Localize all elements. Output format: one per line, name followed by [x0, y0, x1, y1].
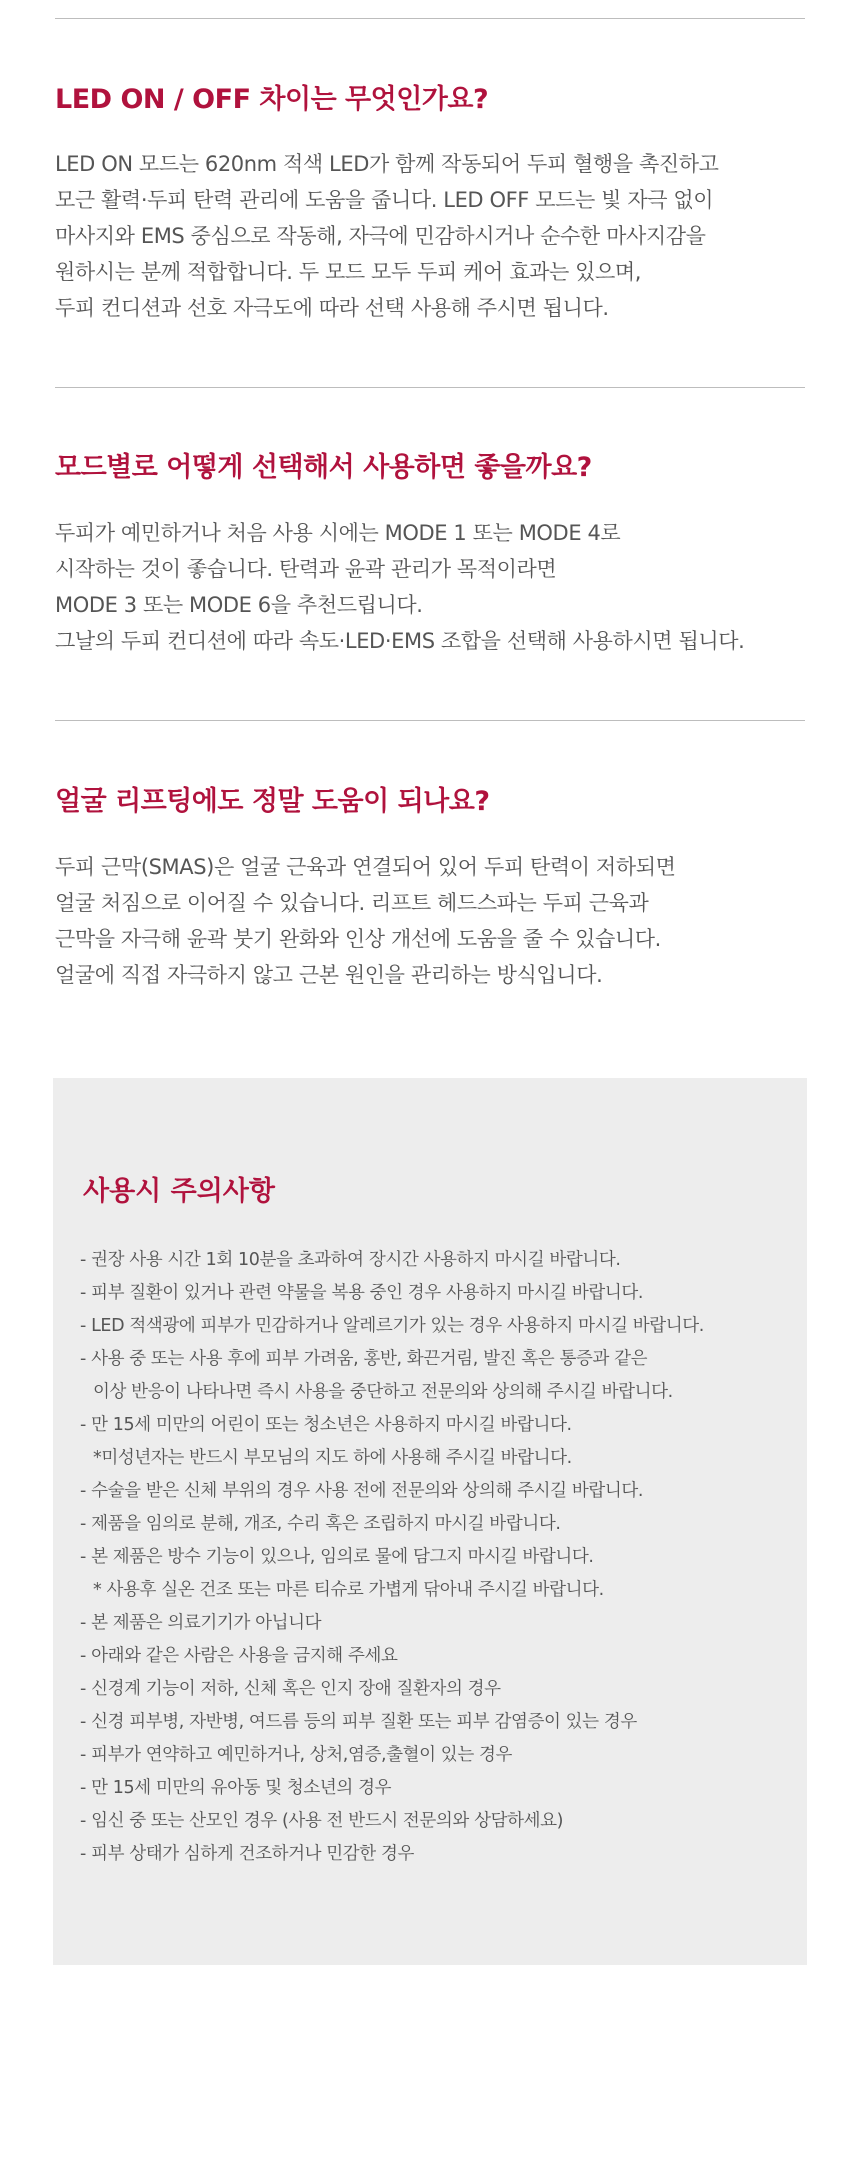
caution-item	[80, 1739, 800, 1772]
caution-item	[80, 1475, 800, 1508]
caution-list	[80, 1244, 800, 1871]
caution-item	[80, 1706, 800, 1739]
caution-item	[80, 1838, 800, 1871]
faq-answer-lifting	[55, 849, 825, 993]
caution-item	[80, 1508, 800, 1541]
caution-note: *미성년자는 반드시 부모님의 지도 하에 사용해 주시길 바랍니다.	[93, 1448, 572, 1468]
faq-answer-line: 두피가 예민하거나 처음 사용 시에는 MODE 1 또는 MODE 4로	[55, 521, 621, 545]
faq-answer-line: 모근 활력·두피 탄력 관리에 도움을 줍니다. LED OFF 모드는 빛 자극 없이	[55, 188, 714, 212]
caution-line: - 권장 사용 시간 1회 10분을 초과하여 장시간 사용하지 마시길 바랍니다.	[80, 1250, 621, 1270]
divider-faq-2	[55, 387, 805, 388]
faq-question-lifting: 얼굴 리프팅에도 정말 도움이 되나요?	[55, 786, 490, 817]
caution-line: - 아래와 같은 사람은 사용을 금지해 주세요	[80, 1646, 398, 1666]
caution-item	[80, 1541, 800, 1607]
faq-answer-led	[55, 146, 825, 326]
faq-answer-mode	[55, 515, 825, 659]
caution-title: 사용시 주의사항	[83, 1176, 275, 1207]
caution-item	[80, 1772, 800, 1805]
faq-question-mode: 모드별로 어떻게 선택해서 사용하면 좋을까요?	[55, 452, 592, 483]
caution-panel	[53, 1078, 807, 1965]
caution-item	[80, 1607, 800, 1640]
faq-answer-line: 근막을 자극해 윤곽 붓기 완화와 인상 개선에 도움을 줄 수 있습니다.	[55, 927, 661, 951]
caution-item	[80, 1673, 800, 1706]
faq-answer-line: 마사지와 EMS 중심으로 작동해, 자극에 민감하시거나 순수한 마사지감을	[55, 224, 706, 248]
caution-item	[80, 1244, 800, 1277]
divider-faq-3	[55, 720, 805, 721]
caution-line-continued: 이상 반응이 나타나면 즉시 사용을 중단하고 전문의와 상의해 주시길 바랍니다.	[93, 1382, 673, 1402]
faq-answer-line: 시작하는 것이 좋습니다. 탄력과 윤곽 관리가 목적이라면	[55, 557, 557, 581]
caution-line: - 본 제품은 의료기기가 아닙니다	[80, 1613, 322, 1633]
caution-line: - LED 적색광에 피부가 민감하거나 알레르기가 있는 경우 사용하지 마시길 바랍니다.	[80, 1316, 704, 1336]
faq-answer-line: 두피 근막(SMAS)은 얼굴 근육과 연결되어 있어 두피 탄력이 저하되면	[55, 855, 676, 879]
caution-line: - 신경 피부병, 자반병, 여드름 등의 피부 질환 또는 피부 감염증이 있는 경우	[80, 1712, 637, 1732]
caution-item	[80, 1277, 800, 1310]
caution-item	[80, 1409, 800, 1475]
faq-question-led: LED ON / OFF 차이는 무엇인가요?	[55, 84, 489, 115]
caution-line: - 수술을 받은 신체 부위의 경우 사용 전에 전문의와 상의해 주시길 바랍니다.	[80, 1481, 644, 1501]
caution-line: - 신경계 기능이 저하, 신체 혹은 인지 장애 질환자의 경우	[80, 1679, 501, 1699]
caution-line: - 본 제품은 방수 기능이 있으나, 임의로 물에 담그지 마시길 바랍니다.	[80, 1547, 594, 1567]
caution-note: * 사용후 실온 건조 또는 마른 티슈로 가볍게 닦아내 주시길 바랍니다.	[93, 1580, 604, 1600]
caution-line: - 피부가 연약하고 예민하거나, 상처,염증,출혈이 있는 경우	[80, 1745, 512, 1765]
caution-line: - 만 15세 미만의 유아동 및 청소년의 경우	[80, 1778, 392, 1798]
caution-line: - 제품을 임의로 분해, 개조, 수리 혹은 조립하지 마시길 바랍니다.	[80, 1514, 561, 1534]
faq-answer-line: 그날의 두피 컨디션에 따라 속도·LED·EMS 조합을 선택해 사용하시면 됩니다.	[55, 629, 745, 653]
faq-answer-line: LED ON 모드는 620nm 적색 LED가 함께 작동되어 두피 혈행을 촉진하고	[55, 152, 719, 176]
faq-answer-line: 원하시는 분께 적합합니다. 두 모드 모두 두피 케어 효과는 있으며,	[55, 260, 642, 284]
caution-line: - 임신 중 또는 산모인 경우 (사용 전 반드시 전문의와 상담하세요)	[80, 1811, 564, 1831]
top-divider	[55, 18, 805, 19]
caution-item	[80, 1640, 800, 1673]
faq-answer-line: 얼굴에 직접 자극하지 않고 근본 원인을 관리하는 방식입니다.	[55, 963, 603, 987]
faq-answer-line: 얼굴 처짐으로 이어질 수 있습니다. 리프트 헤드스파는 두피 근육과	[55, 891, 649, 915]
caution-line: - 피부 질환이 있거나 관련 약물을 복용 중인 경우 사용하지 마시길 바랍니다.	[80, 1283, 644, 1303]
caution-item	[80, 1805, 800, 1838]
caution-line: - 피부 상태가 심하게 건조하거나 민감한 경우	[80, 1844, 414, 1864]
caution-line: - 만 15세 미만의 어린이 또는 청소년은 사용하지 마시길 바랍니다.	[80, 1415, 572, 1435]
faq-answer-line: 두피 컨디션과 선호 자극도에 따라 선택 사용해 주시면 됩니다.	[55, 296, 609, 320]
faq-answer-line: MODE 3 또는 MODE 6을 추천드립니다.	[55, 593, 423, 617]
caution-item	[80, 1310, 800, 1343]
caution-item	[80, 1343, 800, 1409]
caution-line: - 사용 중 또는 사용 후에 피부 가려움, 홍반, 화끈거림, 발진 혹은 통증과 같은	[80, 1349, 648, 1369]
